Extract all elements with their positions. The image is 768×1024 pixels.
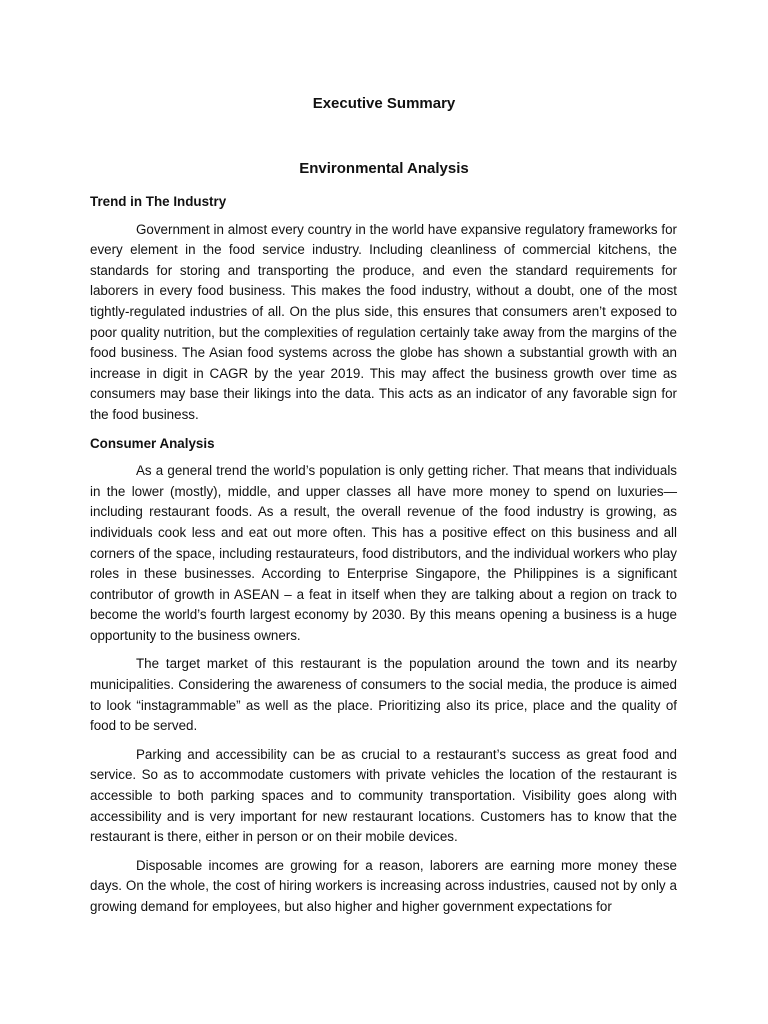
document-body	[90, 192, 677, 926]
paragraph: Government in almost every country in the world have expansive regulatory frameworks for every element in the food service industry. Including cleanliness of commercial kitchens, the standards for storing and transporting the produce, and even the standard requirements for laborers in every food business. This makes the food industry, without a doubt, one of the most tightly-regulated industries of all. On the plus side, this ensures that consumers aren’t exposed to poor quality nutrition, but the complexities of regulation certainly take away from the margins of the food business. The Asian food systems across the globe has shown a substantial growth with an increase in digit in CAGR by the year 2019. This may affect the business growth over time as consumers may base their likings into the data. This acts as an indicator of any favorable sign for the food business.	[90, 221, 677, 422]
section-heading: Consumer Analysis	[90, 435, 215, 451]
paragraph: Disposable incomes are growing for a reason, laborers are earning more money these days. On the whole, the cost of hiring workers is increasing across industries, caused not by only a growing demand for employees, but also higher and higher government expectations for	[90, 857, 677, 914]
section-title: Environmental Analysis	[299, 160, 469, 177]
paragraph: The target market of this restaurant is the population around the town and its nearby municipalities. Considering the awareness of consumers to the social media, the produce is aimed to look “instagrammable” as well as the place. Prioritizing also its price, place and the quality of food to be served.	[90, 656, 677, 734]
paragraph: As a general trend the world’s population is only getting richer. That means that individuals in the lower (mostly), middle, and upper classes all have more money to spend on luxuries—including restaurant foods. As a result, the overall revenue of the food industry is growing, as individuals cook less and eat out more often. This has a positive effect on this business and all corners of the space, including restaurateurs, food distributors, and the individual workers who play roles in these businesses. According to Enterprise Singapore, the Philippines is a significant contributor of growth in ASEAN – a feat in itself when they are talking about a region on track to become the world’s fourth largest economy by 2030. By this means opening a business is a huge opportunity to the business owners.	[90, 463, 677, 643]
document-title: Executive Summary	[312, 95, 456, 112]
paragraph: Parking and accessibility can be as crucial to a restaurant’s success as great food and service. So as to accommodate customers with private vehicles the location of the restaurant is accessible to both parking spaces and to community transportation. Visibility goes along with accessibility and is very important for new restaurant locations. Customers has to know that the restaurant is there, either in person or on their mobile devices.	[90, 746, 677, 845]
section-consumer	[90, 434, 677, 918]
section-trend	[90, 192, 677, 426]
section-heading: Trend in The Industry	[90, 194, 227, 209]
